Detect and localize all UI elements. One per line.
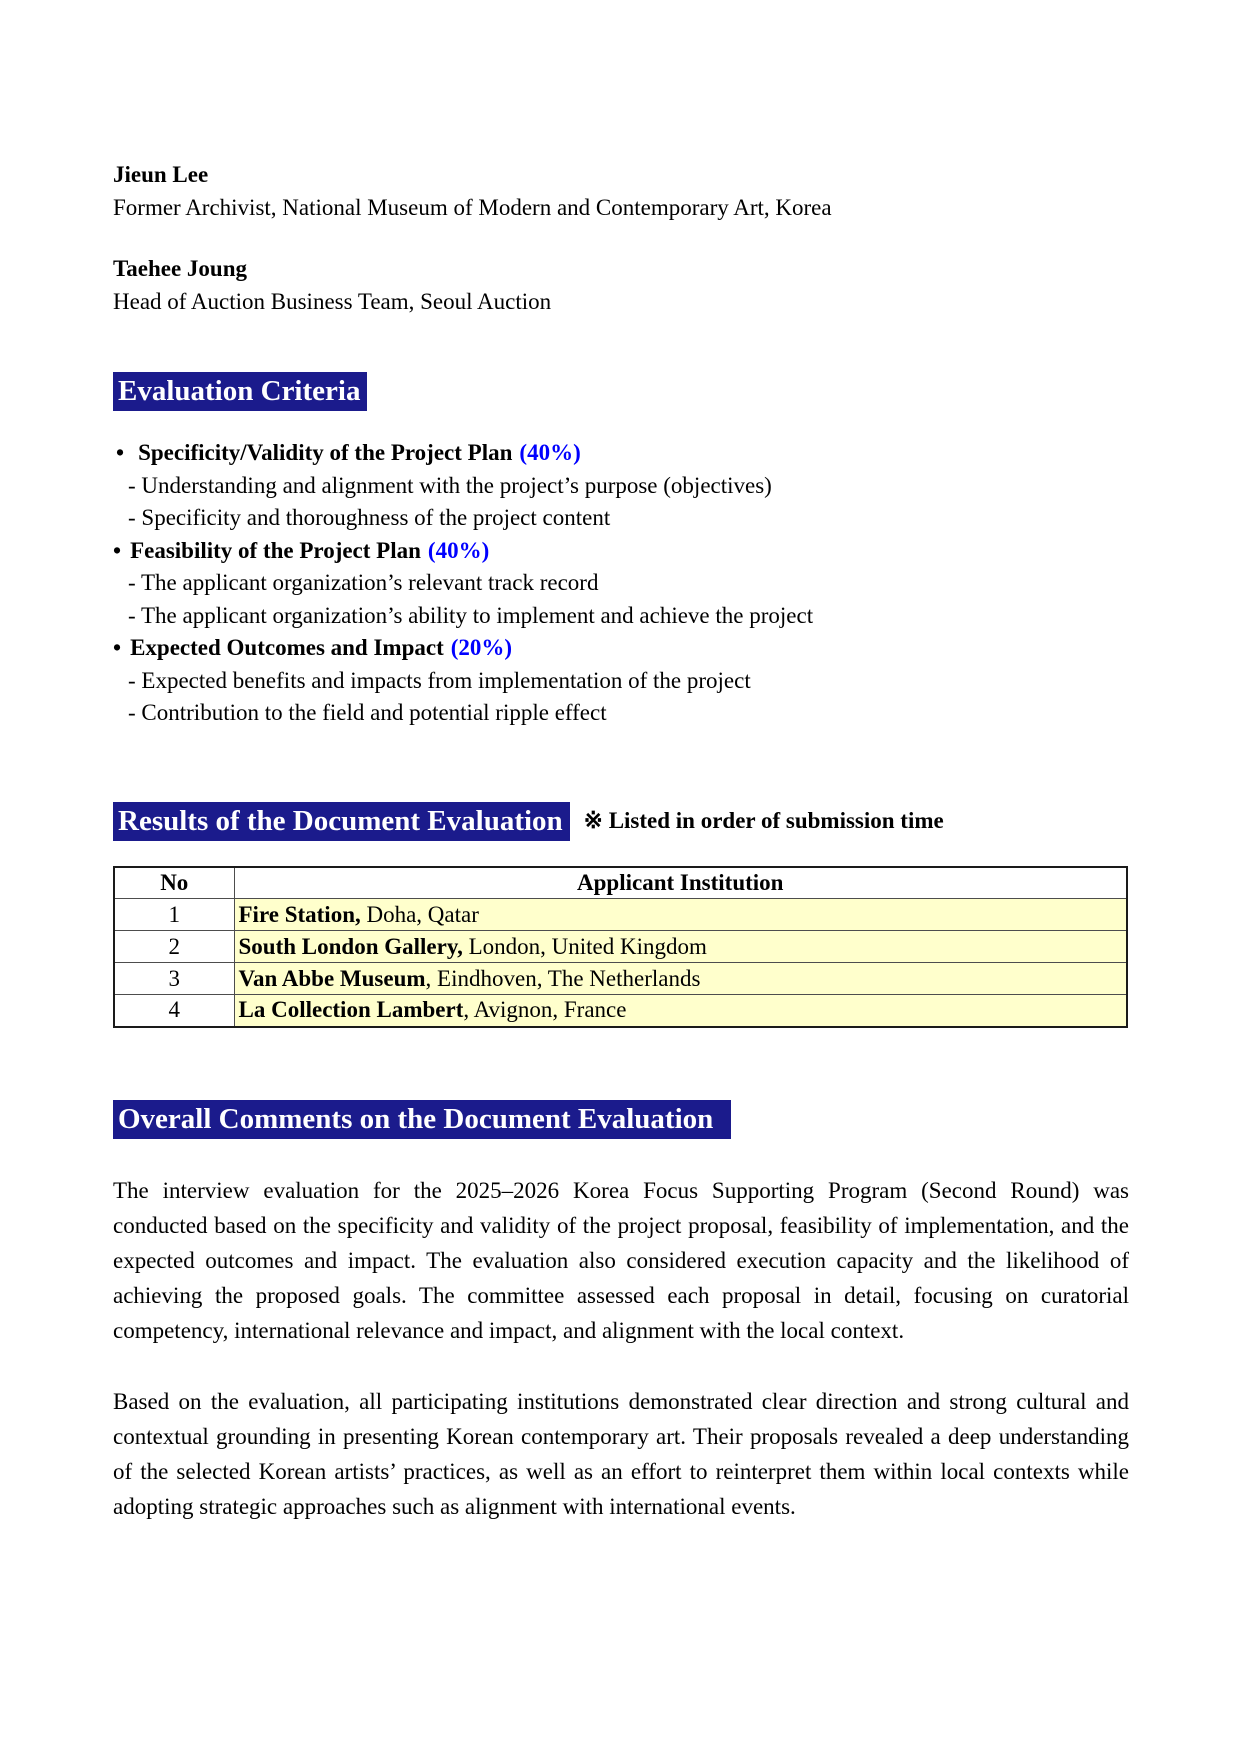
institution-location: Doha, Qatar (360, 901, 479, 927)
institution-location: , Avignon, France (463, 997, 627, 1023)
criteria-list (113, 437, 1129, 730)
criterion-label: Feasibility of the Project Plan (130, 537, 421, 563)
row-number: 3 (114, 963, 234, 995)
criterion-item (113, 535, 1129, 568)
evaluator-title: Former Archivist, National Museum of Modern and Contemporary Art, Korea (113, 195, 832, 220)
institution-name: Fire Station, (238, 901, 361, 927)
criterion-weight: (40%) (427, 537, 490, 563)
comments-section (113, 1100, 1129, 1139)
criterion-weight: (40%) (519, 440, 581, 465)
institution-location: , Eindhoven, The Netherlands (425, 965, 701, 991)
institution-cell (234, 995, 1127, 1027)
section-heading-overall-comments: Overall Comments on the Document Evaluation (113, 1100, 731, 1139)
institution-name: Van Abbe Museum (238, 965, 426, 991)
table-row (114, 899, 1127, 931)
row-number: 4 (114, 995, 234, 1027)
evaluator-name: Jieun Lee (113, 162, 209, 187)
evaluator-name: Taehee Joung (113, 256, 247, 281)
institution-cell (234, 963, 1127, 995)
criterion-item (113, 437, 1129, 470)
criterion-label: Expected Outcomes and Impact (130, 635, 444, 660)
evaluator-1 (113, 158, 1129, 224)
results-section (113, 802, 1129, 841)
institution-name: South London Gallery, (238, 933, 463, 959)
criterion-weight: (20%) (450, 635, 513, 660)
section-heading-evaluation-criteria: Evaluation Criteria (113, 372, 367, 411)
table-header-row (114, 867, 1127, 899)
criterion-label: Specificity/Validity of the Project Plan (138, 440, 513, 465)
bullet-icon: • (113, 537, 122, 563)
bullet-icon: • (113, 635, 122, 660)
criterion-subitem: - Understanding and alignment with the project’s purpose (objectives) (128, 472, 772, 498)
comments-paragraph-1: The interview evaluation for the 2025–2026 Korea Focus Supporting Program (Second Round) was conducted based on the specificity and validity of the project proposal, feasibility of implementation, and the expected outcomes and impact. The evaluation also considered execution capacity and the likelihood of achieving the proposed goals. The committee assessed each proposal in detail, focusing on curatorial competency, international relevance and impact, and alignment with the local context. (113, 1177, 1129, 1343)
table-row (114, 995, 1127, 1027)
criterion-subitem: - Specificity and thoroughness of the project content (128, 505, 611, 530)
results-note: ※ Listed in order of submission time (583, 808, 944, 833)
row-number: 1 (114, 899, 234, 931)
criterion-subitem: - Contribution to the field and potential ripple effect (128, 700, 607, 725)
table-row (114, 963, 1127, 995)
criterion-subitem: - Expected benefits and impacts from implementation of the project (128, 667, 751, 693)
comments-paragraph-2: Based on the evaluation, all participating institutions demonstrated clear direction and strong cultural and contextual grounding in presenting Korean contemporary art. Their proposals revealed a deep understanding of the selected Korean artists’ practices, as well as an effort to reinterpret them within local contexts while adopting strategic approaches such as alignment with international events. (113, 1388, 1129, 1519)
criterion-subitem: - The applicant organization’s relevant track record (128, 570, 599, 595)
criterion-subitem: - The applicant organization’s ability to implement and achieve the project (128, 602, 814, 628)
criterion-item (113, 632, 1129, 665)
criteria-section (113, 372, 1129, 411)
table-row (114, 931, 1127, 963)
bullet-icon: • (116, 440, 125, 465)
evaluator-2 (113, 252, 1129, 318)
institution-location: London, United Kingdom (462, 933, 707, 959)
row-number: 2 (114, 931, 234, 963)
section-heading-results: Results of the Document Evaluation (113, 802, 570, 841)
evaluator-title: Head of Auction Business Team, Seoul Auction (113, 289, 552, 314)
results-table (113, 866, 1128, 1028)
column-header-institution: Applicant Institution (234, 867, 1127, 899)
column-header-no: No (114, 867, 234, 899)
institution-name: La Collection Lambert (238, 997, 464, 1023)
institution-cell (234, 899, 1127, 931)
institution-cell (234, 931, 1127, 963)
